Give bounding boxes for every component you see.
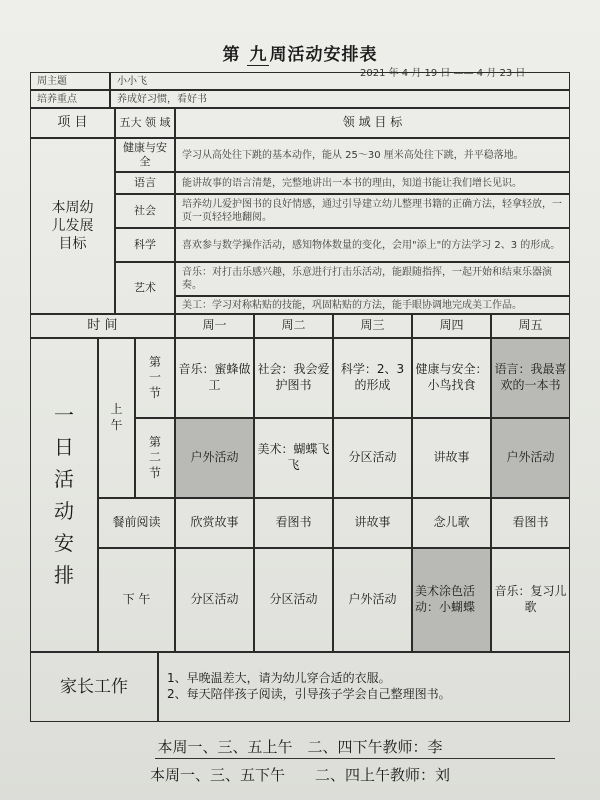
parent-item-2: 2、每天陪伴孩子阅读，引导孩子学会自己整理图书。 xyxy=(167,687,451,701)
title-suffix: 周活动安排表 xyxy=(269,45,378,65)
day-wed: 周三 xyxy=(333,314,412,338)
title-week: 九 xyxy=(247,40,269,66)
morning-label: 上午 xyxy=(98,338,135,498)
weekly-goals-label: 本周幼儿发展目标 xyxy=(30,138,115,314)
daily-schedule-label: 一日活动安排 xyxy=(30,338,98,652)
period1-label: 第一节 xyxy=(135,338,175,418)
goal-social: 培养幼儿爱护图书的良好情感，通过引导建立幼儿整理书籍的正确方法，轻拿轻放，一页一页轻轻地翻阅。 xyxy=(175,194,570,228)
period2-tue: 美术：蝴蝶飞飞 xyxy=(254,418,333,498)
theme-label: 周主题 xyxy=(30,72,110,90)
parent-work-label: 家长工作 xyxy=(30,652,158,722)
pre-meal-mon: 欣赏故事 xyxy=(175,498,254,548)
period1-wed: 科学：2、3的形成 xyxy=(333,338,412,418)
pre-meal-label: 餐前阅读 xyxy=(98,498,175,548)
teacher-line-1: 本周一、三、五上午 二、四下午教师：李 xyxy=(157,738,443,756)
period1-fri: 语言：我最喜欢的一本书 xyxy=(491,338,570,418)
period1-tue: 社会：我会爱护图书 xyxy=(254,338,333,418)
schedule-table xyxy=(30,72,570,722)
pre-meal-thu: 念儿歌 xyxy=(412,498,491,548)
day-fri: 周五 xyxy=(491,314,570,338)
pre-meal-wed: 讲故事 xyxy=(333,498,412,548)
period2-wed: 分区活动 xyxy=(333,418,412,498)
date-range: 2021 年 4 月 19 日 —— 4 月 23 日 xyxy=(360,68,526,79)
title-prefix: 第 xyxy=(222,45,241,65)
parent-item-1: 1、早晚温差大，请为幼儿穿合适的衣服。 xyxy=(167,671,391,686)
period1-mon: 音乐：蜜蜂做工 xyxy=(175,338,254,418)
goal-label: 培养重点 xyxy=(30,90,110,108)
period2-thu: 讲故事 xyxy=(412,418,491,498)
afternoon-tue: 分区活动 xyxy=(254,548,333,652)
afternoon-thu: 美术涂色活动：小蝴蝶 xyxy=(412,548,491,652)
header-domain: 五大 领 域 xyxy=(115,108,175,138)
page-title xyxy=(0,40,600,66)
goal-health: 学习从高处往下跳的基本动作，能从 25～30 厘米高处往下跳，并平稳落地。 xyxy=(175,138,570,172)
afternoon-fri: 音乐：复习儿歌 xyxy=(491,548,570,652)
domain-social: 社会 xyxy=(115,194,175,228)
goal-art-craft: 美工：学习对称粘贴的技能，巩固粘贴的方法，能手眼协调地完成美工作品。 xyxy=(175,296,570,314)
goal-value: 养成好习惯，看好书 xyxy=(110,90,570,108)
signature-line xyxy=(155,758,555,759)
goal-science: 喜欢参与数学操作活动，感知物体数量的变化，会用"添上"的方法学习 2、3 的形成。 xyxy=(175,228,570,262)
time-header: 时 间 xyxy=(30,314,175,338)
period2-mon: 户外活动 xyxy=(175,418,254,498)
day-thu: 周四 xyxy=(412,314,491,338)
domain-science: 科学 xyxy=(115,228,175,262)
theme-value: 小小飞 xyxy=(110,72,570,90)
header-goal: 领 域 目 标 xyxy=(175,108,570,138)
pre-meal-fri: 看图书 xyxy=(491,498,570,548)
teacher-line-2: 本周一、三、五下午 二、四上午教师：刘 xyxy=(149,766,450,784)
afternoon-mon: 分区活动 xyxy=(175,548,254,652)
parent-work-items xyxy=(158,652,570,722)
domain-art: 艺术 xyxy=(115,262,175,314)
domain-language: 语言 xyxy=(115,172,175,194)
period2-fri: 户外活动 xyxy=(491,418,570,498)
period1-thu: 健康与安全：小鸟找食 xyxy=(412,338,491,418)
day-tue: 周二 xyxy=(254,314,333,338)
day-mon: 周一 xyxy=(175,314,254,338)
period2-label: 第二节 xyxy=(135,418,175,498)
afternoon-label: 下 午 xyxy=(98,548,175,652)
pre-meal-tue: 看图书 xyxy=(254,498,333,548)
afternoon-wed: 户外活动 xyxy=(333,548,412,652)
goal-art-music: 音乐：对打击乐感兴趣，乐意进行打击乐活动，能跟随指挥，一起开始和结束乐器演奏。 xyxy=(175,262,570,296)
goal-language: 能讲故事的语言清楚，完整地讲出一本书的理由，知道书能让我们增长见识。 xyxy=(175,172,570,194)
domain-health: 健康与安全 xyxy=(115,138,175,172)
header-item: 项 目 xyxy=(30,108,115,138)
